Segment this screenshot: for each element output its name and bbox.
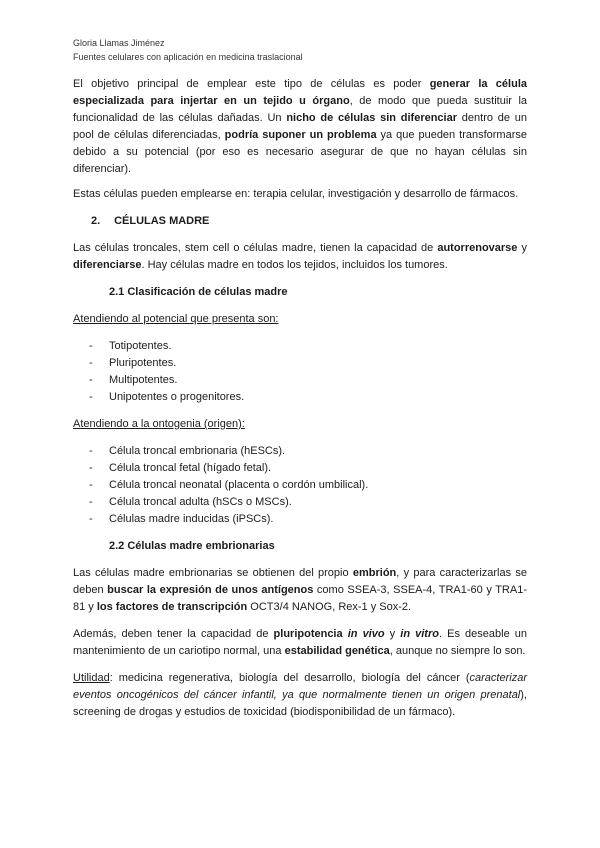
list-item-text: Célula troncal neonatal (placenta o cordón umbilical). [109,479,369,491]
bold-text: podría suponer un problema [224,129,377,141]
intro-paragraph [73,76,527,178]
text-run: y [384,628,401,640]
list-item [73,355,527,372]
text-run: El objetivo principal de emplear este tipo de células es poder [73,78,430,90]
section-title: CÉLULAS MADRE [114,215,210,227]
list-item-text: Unipotentes o progenitores. [109,391,245,403]
list-item-text: Células madre inducidas (iPSCs). [109,513,274,525]
list-item-text: Multipotentes. [109,374,178,386]
bold-text: embrión [352,567,397,579]
header-author: Gloria Llamas Jiménez [73,38,165,48]
list-item-text: Totipotentes. [109,340,172,352]
embryonic-paragraph-1 [73,565,527,616]
text-run: dentro de un pool de células diferenciadas, [73,112,527,141]
dash-bullet: - [89,479,93,491]
text-run: como SSEA-3, SSEA-4, TRA1-60 y TRA1-81 y [73,584,527,613]
list-item [73,443,527,460]
text-run: Además, deben tener la capacidad de [73,628,274,640]
subsection-2-2-heading: 2.2 Células madre embrionarias [109,540,275,552]
dash-bullet: - [89,513,93,525]
list-item [73,338,527,355]
text-run: ), screening de drogas y estudios de toxicidad (biodisponibilidad de un fármaco). [73,689,527,718]
text-run: , de modo que pueda sustituir la funcionalidad de las células dañadas. Un [73,95,528,124]
dash-bullet: - [89,340,93,352]
list-item [73,477,527,494]
bold-text: autorrenovarse [437,242,518,254]
dash-bullet: - [89,462,93,474]
embryonic-paragraph-2 [73,626,527,660]
bold-text: in vitro [400,628,439,640]
bold-text: pluripotencia [273,628,343,640]
dash-bullet: - [89,445,93,457]
bold-text: diferenciarse [73,259,142,271]
text-run: caracterizar eventos oncogénicos del cáncer infantil, ya que normalmente tienen un origen prenatal [73,672,527,701]
text-run: , y para caracterizarlas se deben [73,567,527,596]
text-run: : medicina regenerativa, biología del desarrollo, biología del cáncer ( [109,672,470,684]
text-run: . Hay células madre en todos los tejidos, incluidos los tumores. [141,259,448,271]
text-run: , aunque no siempre lo son. [389,645,526,657]
list-item [73,372,527,389]
embryonic-paragraph-3 [73,670,527,721]
bold-text: nicho de células sin diferenciar [286,112,458,124]
section-2-heading [91,213,527,230]
text-run: Utilidad [73,672,110,684]
document-body [73,76,527,731]
section-number: 2. [91,215,101,227]
list-item [73,460,527,477]
ontogeny-heading: Atendiendo a la ontogenia (origen): [73,418,245,430]
text-run: y [517,242,527,254]
intro-applications: Estas células pueden emplearse en: terapia celular, investigación y desarrollo de fármacos. [73,188,519,200]
bold-text: buscar la expresión de unos antígenos [107,584,314,596]
list-item [73,389,527,406]
text-run: . Es deseable un mantenimiento de un cariotipo normal, una [73,628,528,657]
text-run: Las células troncales, stem cell o células madre, tienen la capacidad de [73,242,438,254]
dash-bullet: - [89,496,93,508]
potential-heading: Atendiendo al potencial que presenta son: [73,313,279,325]
list-item-text: Pluripotentes. [109,357,177,369]
list-item-text: Célula troncal adulta (hSCs o MSCs). [109,496,292,508]
subsection-2-1-heading: 2.1 Clasificación de células madre [109,286,288,298]
page-header [73,36,303,64]
header-subject: Fuentes celulares con aplicación en medicina traslacional [73,52,303,62]
list-item [73,494,527,511]
list-item-text: Célula troncal embrionaria (hESCs). [109,445,286,457]
list-item [73,511,527,528]
list-item-text: Célula troncal fetal (hígado fetal). [109,462,272,474]
section-2-paragraph [73,240,527,274]
text-run: ya que pueden transformarse debido a su potencial (por eso es necesario asegurar de que no hayan células sin diferenciar). [73,129,527,175]
potential-list [73,338,527,406]
dash-bullet: - [89,357,93,369]
text-run: Las células madre embrionarias se obtienen del propio [73,567,353,579]
bold-text: los factores de transcripción [96,601,248,613]
dash-bullet: - [89,391,93,403]
bold-text: estabilidad genética [284,645,390,657]
dash-bullet: - [89,374,93,386]
bold-text: generar la célula especializada para injertar en un tejido u órgano [73,78,527,107]
ontogeny-list [73,443,527,528]
bold-text: in vivo [347,628,385,640]
text-run: OCT3/4 NANOG, Rex-1 y Sox-2. [247,601,412,613]
